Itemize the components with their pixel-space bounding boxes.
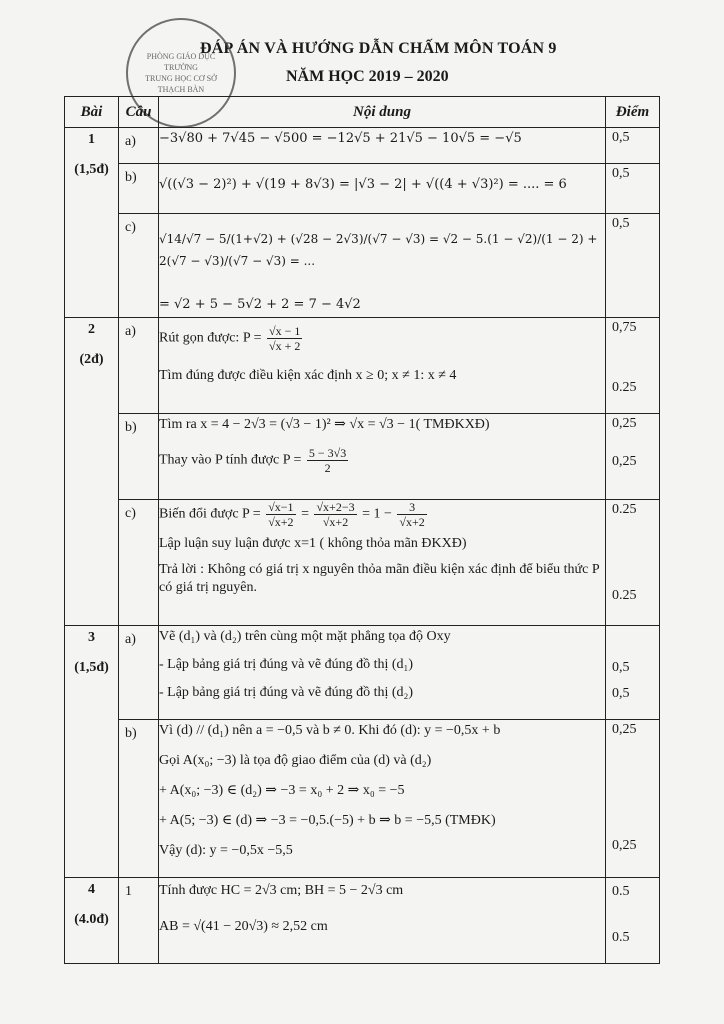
header-diem: Điểm bbox=[606, 97, 660, 128]
fraction: $\frac{√x-1}{√x+2}$ bbox=[268, 500, 294, 529]
content-line: −3√80 + 7√45 − √500 = −12√5 + 21√5 − 10√5 = −√5 bbox=[159, 131, 522, 146]
content-line: √14/√7 − 5/(1+√2) + (√28 − 2√3)/(√7 − √3) = √2 − 5.(1 − √2)/(1 − 2) + 2(√7 − √3)/(√7 − √3) = ... bbox=[159, 232, 598, 268]
table-row bbox=[65, 878, 660, 964]
point-value: 0,5 bbox=[612, 166, 630, 181]
point-value: 0.25 bbox=[612, 588, 637, 603]
table-row: c) Biến đổi được P = $\frac{√x-1}{√x+2}$ = $\frac{√x+2-3}{√x+2}$ = 1 − $\frac{3}{√x+2}$ Lập luận suy luận được x=1 ( không thỏa mãn ĐKXĐ) Trả lời : Không có giá trị x nguyên thỏa mãn điều kiện xác định để biểu thức P có giá trị nguyên. 0.25 0.25 bbox=[65, 500, 660, 626]
answer-table bbox=[64, 96, 660, 964]
point-value: 0.5 bbox=[612, 930, 630, 945]
content-line: Vậy (d): y = −0,5x −5,5 bbox=[159, 843, 293, 858]
table-header-row bbox=[65, 97, 660, 128]
bai-cell: 1 (1,5đ) bbox=[65, 128, 119, 318]
fraction: $\frac{√x - 1}{√x + 2}$ bbox=[268, 324, 301, 353]
document-subtitle: NĂM HỌC 2019 – 2020 bbox=[286, 68, 449, 85]
cau-label: a) bbox=[125, 324, 136, 339]
cau-label: a) bbox=[125, 134, 136, 149]
point-value: 0,5 bbox=[612, 686, 630, 701]
point-value: 0,25 bbox=[612, 722, 637, 737]
bai-cell: 2 (2đ) bbox=[65, 318, 119, 626]
content-line: √((√3 − 2)²) + √(19 + 8√3) = |√3 − 2| + √((4 + √3)²) = .... = 6 bbox=[159, 177, 567, 192]
table-row: b) Tìm ra x = 4 − 2√3 = (√3 − 1)² ⇒ √x = √3 − 1( TMĐKXĐ) Thay vào P tính được P = $\frac{5 - 3√3}{2}$ 0,25 0,25 bbox=[65, 414, 660, 500]
table-row bbox=[65, 214, 660, 318]
content-line: Lập luận suy luận được x=1 ( không thỏa mãn ĐKXĐ) bbox=[159, 536, 467, 551]
content-line: Tìm đúng được điều kiện xác định x ≥ 0; x ≠ 1: x ≠ 4 bbox=[159, 368, 457, 383]
content-line: - Lập bảng giá trị đúng và vẽ đúng đồ thị (d₂) bbox=[159, 685, 414, 700]
point-value: 0.25 bbox=[612, 502, 637, 517]
cau-label: a) bbox=[125, 632, 136, 647]
content-line: Trả lời : Không có giá trị x nguyên thỏa mãn điều kiện xác định để biểu thức P có giá trị nguyên. bbox=[159, 562, 600, 595]
content-line: - Lập bảng giá trị đúng và vẽ đúng đồ thị (d₁) bbox=[159, 657, 414, 672]
bai-cell: 4 (4.0đ) bbox=[65, 878, 119, 964]
table-row: 2 (2đ) a) Rút gọn được: P = $\frac{√x - 1}{√x + 2}$ Tìm đúng được điều kiện xác định x ≥ 0; x ≠ 1: x ≠ 4 0,75 0.25 bbox=[65, 318, 660, 414]
table-row bbox=[65, 626, 660, 720]
content-line: AB = √(41 − 20√3) ≈ 2,52 cm bbox=[159, 919, 328, 934]
content-line: = √2 + 5 − 5√2 + 2 = 7 − 4√2 bbox=[159, 297, 361, 312]
document-title: ĐÁP ÁN VÀ HƯỚNG DẪN CHẤM MÔN TOÁN 9 bbox=[200, 40, 557, 57]
point-value: 0,75 bbox=[612, 320, 637, 335]
content-line: Vẽ (d₁) và (d₂) trên cùng một mặt phẳng tọa độ Oxy bbox=[159, 629, 451, 644]
point-value: 0,25 bbox=[612, 454, 637, 469]
point-value: 0.5 bbox=[612, 884, 630, 899]
header-bai: Bài bbox=[65, 97, 119, 128]
cau-label: c) bbox=[125, 220, 136, 235]
point-value: 0,5 bbox=[612, 660, 630, 675]
point-value: 0,25 bbox=[612, 838, 637, 853]
fraction: $\frac{5 - 3√3}{2}$ bbox=[308, 446, 347, 475]
point-value: 0.25 bbox=[612, 380, 637, 395]
fraction: $\frac{3}{√x+2}$ bbox=[399, 500, 425, 529]
content-line: Tìm ra x = 4 − 2√3 = (√3 − 1)² ⇒ √x = √3 − 1( TMĐKXĐ) bbox=[159, 417, 490, 432]
table-row bbox=[65, 164, 660, 214]
cau-label: b) bbox=[125, 726, 137, 741]
header-cau: Câu bbox=[119, 97, 159, 128]
table-row bbox=[65, 720, 660, 878]
content-line: Vì (d) // (d₁) nên a = −0,5 và b ≠ 0. Khi đó (d): y = −0,5x + b bbox=[159, 723, 501, 738]
cau-label: b) bbox=[125, 420, 137, 435]
cau-label: b) bbox=[125, 170, 137, 185]
school-stamp-icon: PHÒNG GIÁO DỤC TRƯỜNG TRUNG HỌC CƠ SỞ THẠCH BÀN bbox=[126, 18, 236, 128]
fraction: $\frac{√x+2-3}{√x+2}$ bbox=[316, 500, 355, 529]
content-line: + A(5; −3) ∈ (d) ⇒ −3 = −0,5.(−5) + b ⇒ b = −5,5 (TMĐK) bbox=[159, 813, 496, 828]
content-line: Gọi A(x₀; −3) là tọa độ giao điểm của (d) và (d₂) bbox=[159, 753, 432, 768]
content-line: Tính được HC = 2√3 cm; BH = 5 − 2√3 cm bbox=[159, 883, 404, 898]
cau-label: 1 bbox=[125, 884, 132, 899]
content-line: + A(x₀; −3) ∈ (d₂) ⇒ −3 = x₀ + 2 ⇒ x₀ = −5 bbox=[159, 783, 405, 798]
point-value: 0,25 bbox=[612, 416, 637, 431]
bai-cell: 3 (1,5đ) bbox=[65, 626, 119, 878]
table-row bbox=[65, 128, 660, 164]
point-value: 0,5 bbox=[612, 216, 630, 231]
cau-label: c) bbox=[125, 506, 136, 521]
point-value: 0,5 bbox=[612, 130, 630, 145]
header-noidung: Nội dung bbox=[159, 97, 606, 128]
